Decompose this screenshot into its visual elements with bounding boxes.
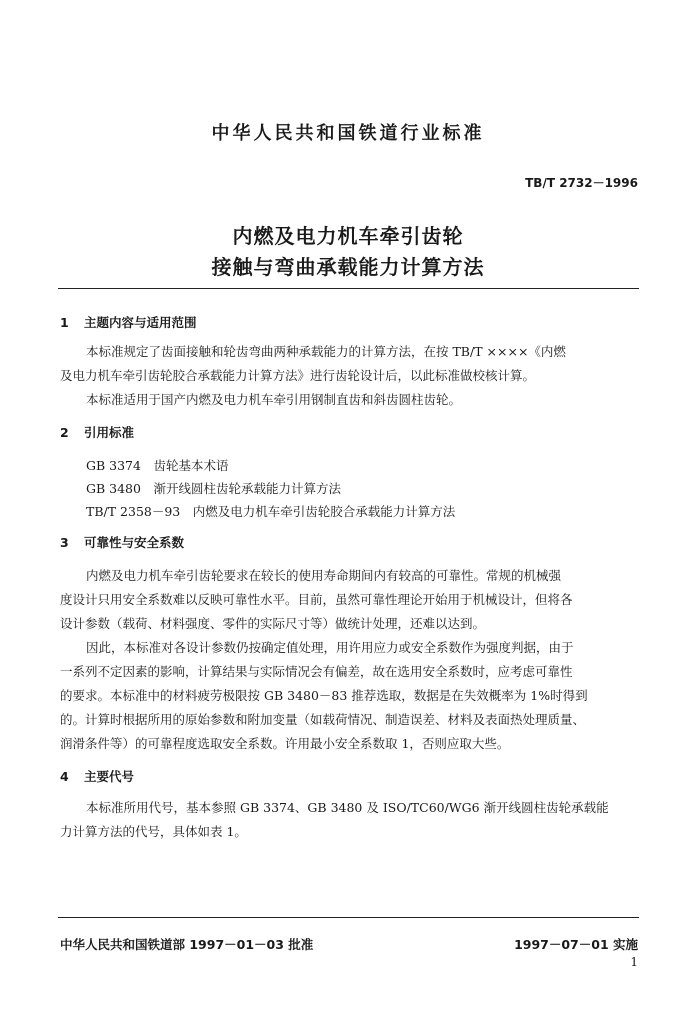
section-number: 3	[60, 535, 69, 550]
paragraph-line: 的要求。本标准中的材料疲劳极限按 GB 3480－83 推荐选取，数据是在失效概率为 1%时得到	[60, 688, 588, 703]
paragraph-line: 内燃及电力机车牵引齿轮要求在较长的使用寿命期间内有较高的可靠性。常规的机械强	[86, 568, 562, 583]
paragraph-line: 一系列不定因素的影响，计算结果与实际情况会有偏差，故在选用安全系数时，应考虑可靠性	[60, 664, 573, 679]
approval-statement: 中华人民共和国铁道部 1997－01－03 批准	[60, 937, 314, 952]
paragraph-line: 本标准适用于国产内燃及电力机车牵引用钢制直齿和斜齿圆柱齿轮。	[86, 392, 462, 407]
section-title: 主题内容与适用范围	[84, 315, 197, 330]
reference-standard: TB/T 2358－93 内燃及电力机车牵引齿轮胶合承载能力计算方法	[86, 504, 456, 519]
section-number: 4	[60, 769, 69, 784]
section-title: 主要代号	[84, 769, 135, 784]
paragraph-line: 因此，本标准对各设计参数仍按确定值处理，用许用应力或安全系数作为强度判据，由于	[86, 640, 574, 655]
paragraph-line: 的。计算时根据所用的原始参数和附加变量（如载荷情况、制造误差、材料及表面热处理质量、	[60, 712, 586, 727]
paragraph-line: 及电力机车牵引齿轮胶合承载能力计算方法》进行齿轮设计后，以此标准做校核计算。	[60, 368, 536, 383]
paragraph-line: 度设计只用安全系数难以反映可靠性水平。目前，虽然可靠性理论开始用于机械设计，但将各	[60, 592, 573, 607]
section-number: 1	[60, 315, 69, 330]
document-title-line-2: 接触与弯曲承载能力计算方法	[211, 255, 485, 279]
paragraph-line: 设计参数（载荷、材料强度、零件的实际尺寸等）做统计处理，还难以达到。	[60, 616, 486, 631]
reference-standard: GB 3480 渐开线圆柱齿轮承载能力计算方法	[86, 481, 341, 496]
section-title: 可靠性与安全系数	[84, 535, 185, 550]
section-4-heading	[60, 767, 134, 785]
paragraph-line: 润滑条件等）的可靠程度选取安全系数。许用最小安全系数取 1，否则应取大些。	[60, 736, 510, 751]
reference-standard: GB 3374 齿轮基本术语	[86, 458, 229, 473]
footer-divider	[58, 917, 639, 918]
page-number: 1	[630, 955, 638, 969]
section-2-heading	[60, 423, 134, 441]
paragraph-line: 本标准规定了齿面接触和轮齿弯曲两种承载能力的计算方法，在按 TB/T ××××《内燃	[86, 344, 566, 359]
paragraph-line: 本标准所用代号，基本参照 GB 3374、GB 3480 及 ISO/TC60/WG6 渐开线圆柱齿轮承载能	[86, 800, 609, 815]
section-title: 引用标准	[84, 425, 135, 440]
section-number: 2	[60, 425, 69, 440]
standard-number: TB/T 2732－1996	[525, 176, 638, 190]
paragraph-line: 力计算方法的代号，具体如表 1。	[60, 824, 247, 839]
section-3-heading	[60, 533, 184, 551]
issuing-body-header: 中华人民共和国铁道行业标准	[211, 123, 485, 144]
title-divider	[58, 288, 639, 289]
section-1-heading	[60, 313, 197, 331]
implementation-date: 1997－07－01 实施	[514, 937, 638, 952]
document-title-line-1: 内燃及电力机车牵引齿轮	[232, 224, 464, 248]
